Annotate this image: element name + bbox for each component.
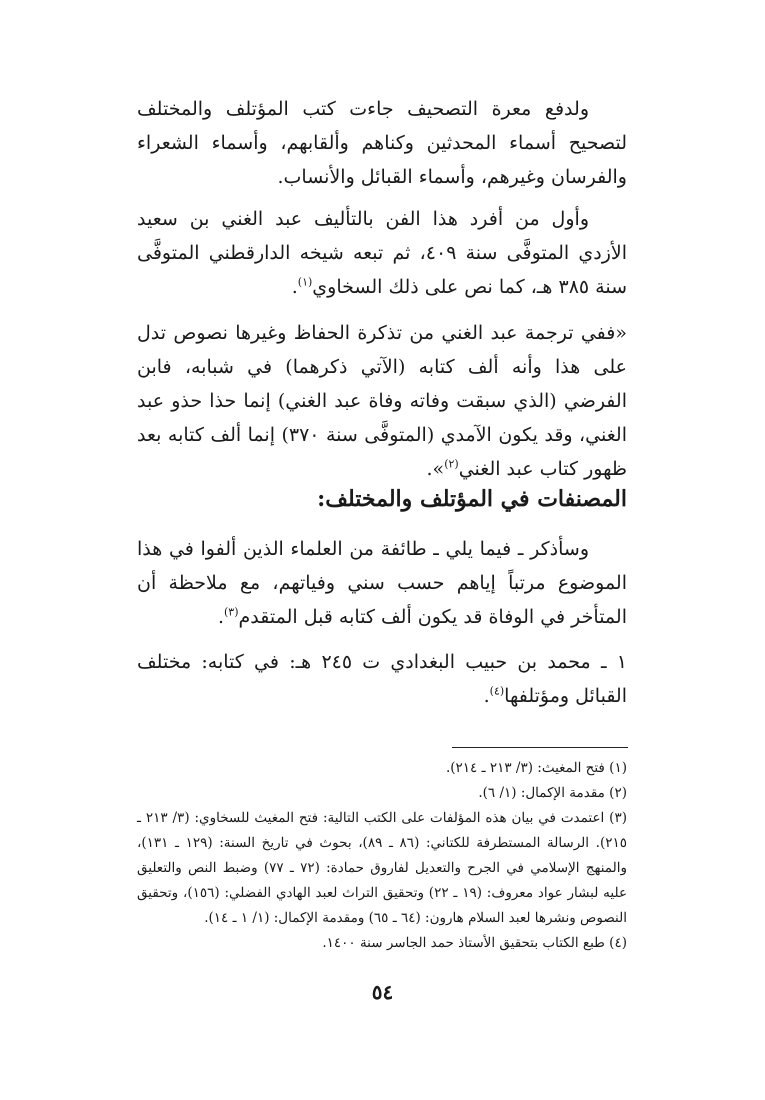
list-item-1-end: .: [483, 685, 490, 707]
section-heading: المصنفات في المؤتلف والمختلف:: [317, 486, 627, 512]
footnote-3: (٣) اعتمدت في بيان هذه المؤلفات على الكتب التالية: فتح المغيث للسخاوي: (٣/ ٢١٣ ـ ٢١٥). الرسالة المستطرفة للكتاني: (٨٦ ـ ٨٩)، بحوث في تاريخ السنة: (١٢٩ ـ ١٣١)، والمنهج الإسلامي في الجرح والتعديل لفاروق حمادة: (٧٢ ـ ٧٧) وضبط النص والتعليق عليه لبشار عواد معروف: (١٩ ـ ٢٢) وتحقيق التراث لعبد الهادي الفضلي: (١٥٦)، وتحقيق النصوص ونشرها لعبد السلام هارون: (٦٤ ـ ٦٥) ومقدمة الإكمال: (١/ ١ ـ ١٤).: [137, 810, 627, 926]
paragraph-2-end: .: [291, 276, 298, 298]
paragraph-1-text: ولدفع معرة التصحيف جاءت كتب المؤتلف والمختلف لتصحيح أسماء المحدثين وكناهم وألقابهم، وأسماء الشعراء والفرسان وغيرهم، وأسماء القبائل والأنساب.: [137, 98, 627, 188]
footnotes: [137, 756, 627, 956]
paragraph-2-text: وأول من أفرد هذا الفن بالتأليف عبد الغني بن سعيد الأزدي المتوفَّى سنة ٤٠٩، ثم تبعه شيخه الدارقطني المتوفَّى سنة ٣٨٥ هـ، كما نص على ذلك السخاوي: [137, 208, 627, 298]
footnote-ref-1: (١): [297, 275, 313, 289]
footnote-2: (٢) مقدمة الإكمال: (١/ ٦).: [478, 785, 627, 801]
paragraph-4: [137, 532, 627, 634]
paragraph-4-end: .: [217, 606, 224, 628]
paragraph-2: [137, 202, 627, 304]
footnote-ref-2: (٢): [444, 457, 459, 471]
footnote-divider: [452, 747, 628, 748]
paragraph-4-text: وسأذكر ـ فيما يلي ـ طائفة من العلماء الذين ألفوا في هذا الموضوع مرتباً إياهم حسب سني وفياتهم، مع ملاحظة أن المتأخر في الوفاة قد يكون ألف كتابه قبل المتقدم: [137, 538, 627, 628]
paragraph-3-text: «ففي ترجمة عبد الغني من تذكرة الحفاظ وغيرها نصوص تدل على هذا وأنه ألف كتابه (الآتي ذكرهما) في شبابه، فابن الفرضي (الذي سبقت وفاته وفاة عبد الغني) إنما حذا حذو عبد الغني، وقد يكون الآمدي (المتوفَّى سنة ٣٧٠) إنما ألف كتابه بعد ظهور كتاب عبد الغني: [137, 322, 627, 480]
paragraph-3-end: ».: [426, 458, 445, 480]
paragraph-1: [137, 92, 627, 194]
page-number: ٥٤: [371, 980, 394, 1004]
footnote-1: (١) فتح المغيث: (٣/ ٢١٣ ـ ٢١٤).: [445, 760, 627, 776]
footnote-4: (٤) طبع الكتاب بتحقيق الأستاذ حمد الجاسر سنة ١٤٠٠.: [322, 935, 627, 951]
list-item-1: [137, 645, 627, 713]
footnote-ref-4: (٤): [489, 684, 505, 698]
list-item-1-text: ١ ـ محمد بن حبيب البغدادي ت ٢٤٥ هـ: في كتابه: مختلف القبائل ومؤتلفها: [137, 651, 627, 707]
paragraph-3-quote: [137, 316, 627, 486]
footnote-ref-3: (٣): [224, 605, 239, 619]
